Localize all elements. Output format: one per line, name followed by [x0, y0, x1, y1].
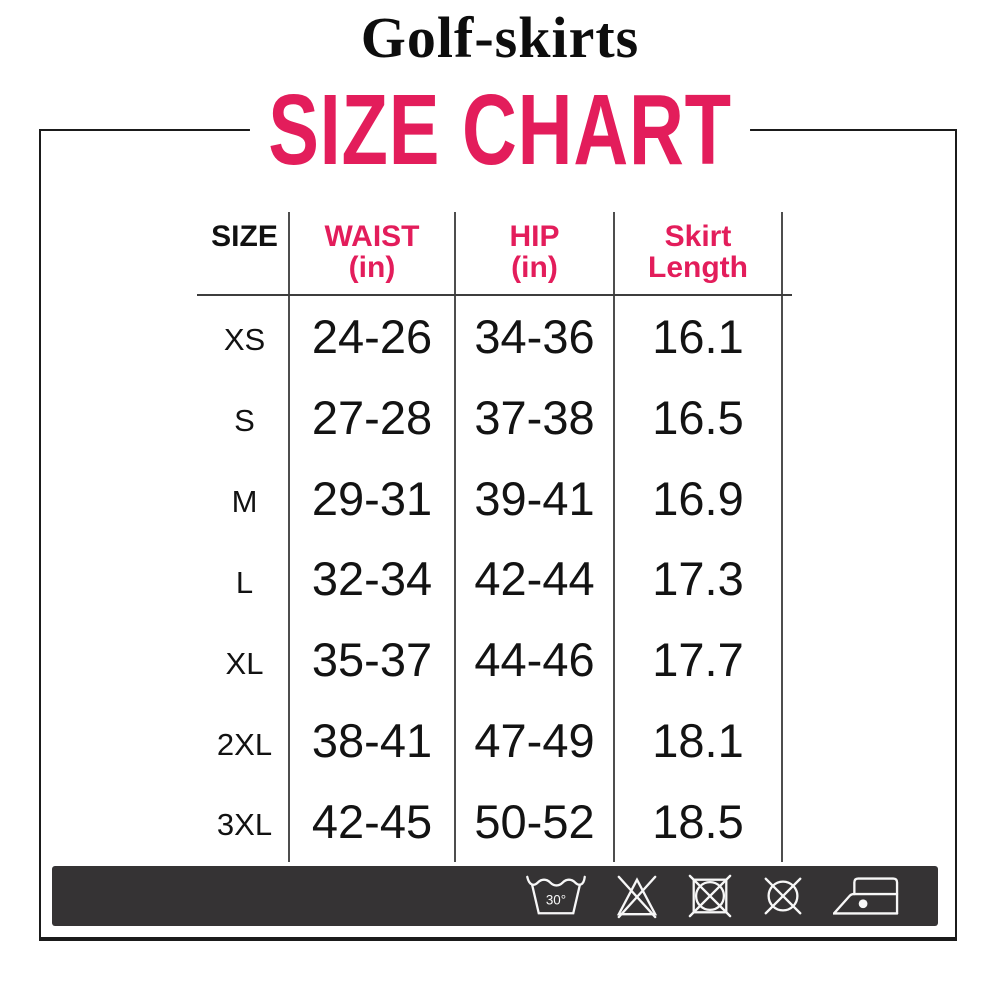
hip-cell: 50-52: [474, 794, 595, 848]
size-cell: 2XL: [216, 726, 273, 762]
column-header-hip: [455, 212, 614, 296]
iron-low-heat-icon: [833, 876, 899, 916]
size-cell: L: [235, 564, 254, 600]
length-cell: 16.1: [652, 309, 744, 363]
column-divider: [454, 212, 456, 862]
hip-cell: 34-36: [474, 309, 595, 363]
column-divider: [288, 212, 290, 862]
column-header-waist: [289, 212, 455, 296]
waist-cell: 38-41: [311, 714, 433, 768]
size-cell: S: [234, 403, 255, 439]
header-divider: [197, 294, 792, 296]
column-header-label: WAIST: [324, 220, 420, 253]
column-header-size: [200, 212, 289, 296]
wash-temp-label: 30°: [545, 892, 567, 908]
column-header-label: Skirt: [664, 220, 732, 253]
waist-cell: 35-37: [311, 633, 433, 687]
hip-cell: 47-49: [474, 714, 595, 768]
waist-cell: 27-28: [311, 390, 433, 444]
length-cell: 17.7: [652, 633, 744, 687]
machine-wash-30-icon: [525, 873, 587, 919]
care-instructions-bar: [52, 866, 938, 926]
hip-cell: 42-44: [474, 552, 595, 606]
waist-cell: 32-34: [311, 552, 433, 606]
length-cell: 17.3: [652, 552, 744, 606]
column-divider: [781, 212, 783, 862]
size-cell: M: [231, 484, 258, 520]
size-table: [200, 212, 782, 862]
column-header-label: SIZE: [211, 220, 278, 253]
do-not-tumble-dry-icon: [687, 873, 733, 919]
brand-title: Golf-skirts: [360, 5, 640, 70]
length-cell: 16.5: [652, 390, 744, 444]
hip-cell: 37-38: [474, 390, 595, 444]
column-header-label: HIP: [509, 220, 560, 253]
waist-cell: 42-45: [311, 794, 433, 848]
length-cell: 18.5: [652, 794, 744, 848]
length-cell: 16.9: [652, 471, 744, 525]
page-title: SIZE CHART: [250, 80, 750, 180]
hip-cell: 39-41: [474, 471, 595, 525]
size-cell: 3XL: [216, 807, 273, 843]
column-header-sub: Length: [648, 251, 748, 284]
size-cell: XL: [225, 645, 264, 681]
waist-cell: 24-26: [311, 309, 433, 363]
column-header-skirt-length: [614, 212, 782, 296]
column-divider: [613, 212, 615, 862]
length-cell: 18.1: [652, 714, 744, 768]
page-title-wrap: [0, 74, 1000, 186]
size-cell: XS: [223, 322, 266, 358]
waist-cell: 29-31: [311, 471, 433, 525]
do-not-dry-clean-icon: [760, 873, 806, 919]
do-not-bleach-icon: [614, 873, 660, 919]
column-header-sub: (in): [511, 251, 558, 284]
care-icons-group: [525, 866, 899, 926]
hip-cell: 44-46: [474, 633, 595, 687]
column-header-sub: (in): [348, 251, 396, 284]
